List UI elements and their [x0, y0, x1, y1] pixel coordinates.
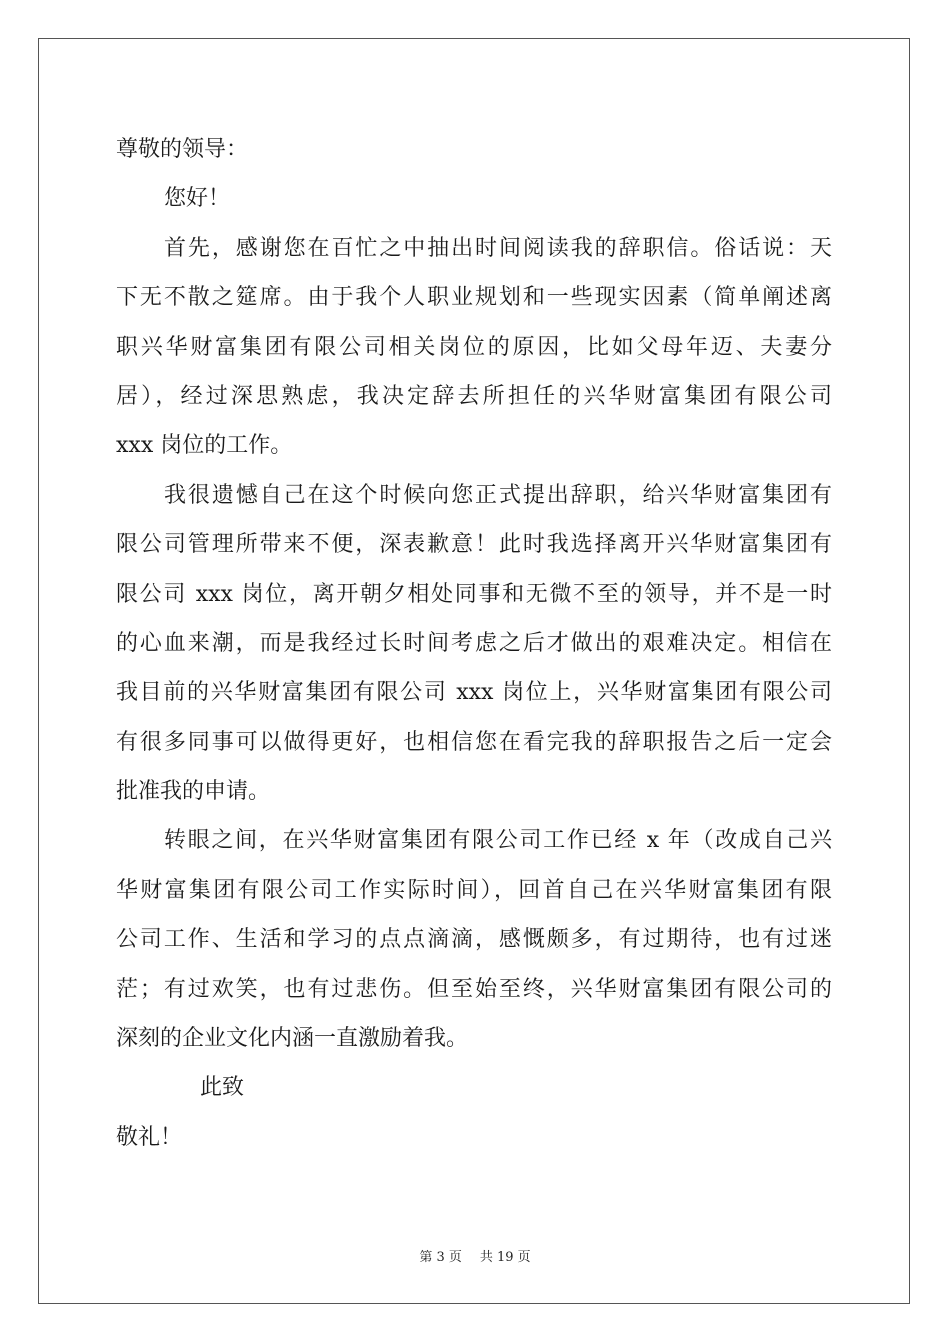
paragraph-line: 我很遗憾自己在这个时候向您正式提出辞职，给兴华财富集团有: [164, 482, 832, 508]
page-number: 第 3 页: [419, 1250, 462, 1265]
paragraph-line: 我目前的兴华财富集团有限公司 xxx 岗位上，兴华财富集团有限公司: [116, 680, 832, 706]
paragraph-1: [116, 224, 832, 471]
page-footer: [0, 1246, 950, 1265]
letter-body: [116, 125, 832, 1162]
paragraph-line: 居），经过深思熟虑，我决定辞去所担任的兴华财富集团有限公司: [116, 383, 832, 409]
paragraph-2: [116, 471, 832, 817]
salutation: 尊敬的领导：: [116, 137, 249, 162]
paragraph-line: 有很多同事可以做得更好，也相信您在看完我的辞职报告之后一定会: [116, 729, 832, 755]
paragraph-line: 批准我的申请。: [116, 779, 271, 805]
paragraph-line: 深刻的企业文化内涵一直激励着我。: [116, 1026, 469, 1052]
paragraph-line: 茫；有过欢笑，也有过悲伤。但至始至终，兴华财富集团有限公司的: [116, 976, 832, 1002]
page-total: 共 19 页: [479, 1250, 531, 1265]
closing-phrase: 此致: [200, 1075, 245, 1101]
paragraph-line: 公司工作、生活和学习的点点滴滴，感慨颇多，有过期待，也有过迷: [116, 927, 832, 953]
paragraph-line: 首先，感谢您在百忙之中抽出时间阅读我的辞职信。俗话说：天: [164, 235, 832, 261]
paragraph-line: 限公司管理所带来不便，深表歉意！此时我选择离开兴华财富集团有: [116, 532, 832, 558]
greeting: 您好！: [164, 186, 231, 212]
paragraph-line: 下无不散之筵席。由于我个人职业规划和一些现实因素（简单阐述离: [116, 285, 832, 311]
paragraph-line: 职兴华财富集团有限公司相关岗位的原因，比如父母年迈、夫妻分: [116, 334, 832, 360]
paragraph-line: 转眼之间，在兴华财富集团有限公司工作已经 x 年（改成自己兴: [164, 828, 832, 854]
paragraph-line: xxx 岗位的工作。: [116, 433, 293, 459]
paragraph-line: 的心血来潮，而是我经过长时间考虑之后才做出的艰难决定。相信在: [116, 630, 832, 656]
paragraph-line: 华财富集团有限公司工作实际时间），回首自己在兴华财富集团有限: [116, 877, 832, 903]
closing-salute: 敬礼！: [116, 1124, 183, 1150]
paragraph-line: 限公司 xxx 岗位，离开朝夕相处同事和无微不至的领导，并不是一时: [116, 581, 832, 607]
paragraph-3: [116, 816, 832, 1063]
